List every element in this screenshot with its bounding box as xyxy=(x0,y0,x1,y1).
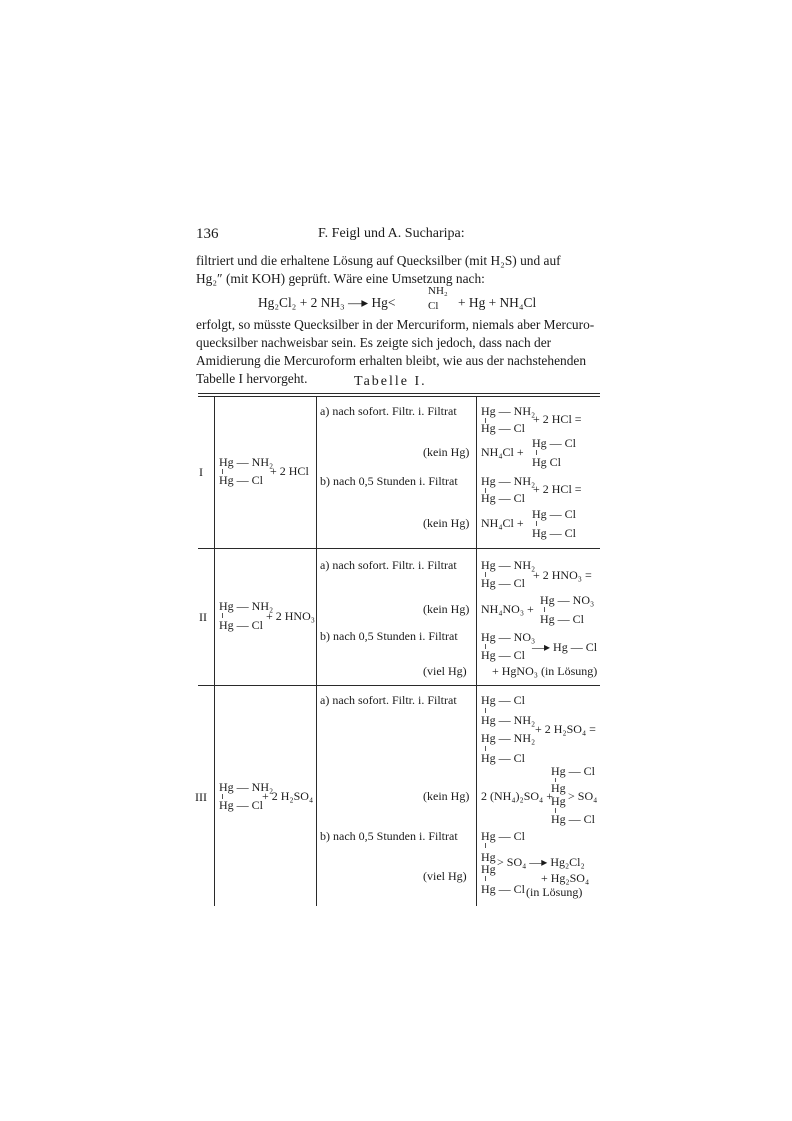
result-line: NH₄Cl + xyxy=(481,516,524,530)
note: (viel Hg) xyxy=(423,869,467,883)
result-line: Hg xyxy=(551,794,566,808)
paragraph-line: Amidierung die Mercuroform erhalten bleibt, wie aus der nachstehenden xyxy=(196,353,587,368)
result-line: Hg xyxy=(481,862,496,876)
result-line: > SO₄ —▸ Hg₂Cl₂ xyxy=(497,855,585,869)
reagent-bottom: Hg — Cl xyxy=(219,798,264,812)
result-line: Hg — Cl xyxy=(481,882,526,896)
row-numeral: I xyxy=(199,465,203,479)
result-line: Hg — Cl xyxy=(481,648,526,662)
bond-line xyxy=(485,876,486,881)
column-rule xyxy=(214,396,215,906)
result-line: Hg xyxy=(481,850,496,864)
reagent-bottom: Hg — Cl xyxy=(219,618,264,632)
result-line: (in Lösung) xyxy=(526,885,583,899)
result-line: Hg xyxy=(551,781,566,795)
result-line: Hg — Cl xyxy=(532,526,577,540)
result-line: + 2 HNO₃ = xyxy=(533,568,592,582)
running-title: F. Feigl und A. Sucharipa: xyxy=(318,226,465,241)
paragraph-line: Tabelle I hervorgeht. xyxy=(196,371,308,386)
table-top-rule xyxy=(198,396,600,397)
result-line: Hg — NH₂ xyxy=(481,713,536,727)
paragraph-line: erfolgt, so müsste Quecksilber in der Mercuriform, niemals aber Mercuro- xyxy=(196,317,595,332)
note: (kein Hg) xyxy=(423,602,470,616)
result-line: Hg — Cl xyxy=(551,764,596,778)
result-line: Hg — Cl xyxy=(481,829,526,843)
result-line: + Hg₂SO₄ xyxy=(541,871,590,885)
equation-bottom: Cl xyxy=(428,300,439,312)
bond-line xyxy=(485,843,486,848)
equation-top: NH₂ xyxy=(428,285,448,297)
page-number: 136 xyxy=(196,226,219,242)
reagent-plus: + 2 H₂SO₄ xyxy=(262,789,314,803)
reagent-plus: + 2 HNO₃ xyxy=(266,609,315,623)
result-line: Hg — Cl xyxy=(532,507,577,521)
note: (kein Hg) xyxy=(423,789,470,803)
result-line: Hg — NO₃ xyxy=(540,593,595,607)
result-line: —▸ Hg — Cl xyxy=(532,640,598,654)
table-title: Tabelle I. xyxy=(354,374,427,389)
paragraph-line: Hg₂″ (mit KOH) geprüft. Wäre eine Umsetzung nach: xyxy=(196,271,485,286)
result-line: > SO₄ xyxy=(568,789,598,803)
result-line: Hg — Cl xyxy=(481,576,526,590)
reagent-top: Hg — NH₂ xyxy=(219,455,274,469)
table-top-rule xyxy=(198,393,600,394)
note: (kein Hg) xyxy=(423,445,470,459)
result-line: Hg — Cl xyxy=(551,812,596,826)
result-line: Hg — Cl xyxy=(540,612,585,626)
result-line: Hg — Cl xyxy=(481,491,526,505)
result-line: Hg — Cl xyxy=(481,693,526,707)
result-line: Hg Cl xyxy=(532,455,562,469)
result-line: + 2 HCl = xyxy=(533,412,582,426)
result-line: + 2 HCl = xyxy=(533,482,582,496)
reagent-top: Hg — NH₂ xyxy=(219,599,274,613)
equation-right: + Hg + NH₄Cl xyxy=(458,295,537,310)
paragraph-line: quecksilber nachweisbar sein. Es zeigte sich jedoch, dass nach der xyxy=(196,335,552,350)
result-line: + HgNO₃ (in Lösung) xyxy=(492,664,598,678)
result-line: Hg — NO₃ xyxy=(481,630,536,644)
row-numeral: II xyxy=(199,610,207,624)
condition-a: a) nach sofort. Filtr. i. Filtrat xyxy=(320,404,457,418)
condition-b: b) nach 0,5 Stunden i. Filtrat xyxy=(320,474,458,488)
column-rule xyxy=(476,396,477,906)
paragraph-line: filtriert und die erhaltene Lösung auf Quecksilber (mit H₂S) und auf xyxy=(196,253,561,268)
condition-a: a) nach sofort. Filtr. i. Filtrat xyxy=(320,693,457,707)
result-line: NH₄NO₃ + xyxy=(481,602,534,616)
result-line: NH₄Cl + xyxy=(481,445,524,459)
condition-b: b) nach 0,5 Stunden i. Filtrat xyxy=(320,629,458,643)
result-line: Hg — NH₂ xyxy=(481,404,536,418)
result-line: Hg — NH₂ xyxy=(481,474,536,488)
equation-left: Hg₂Cl₂ + 2 NH₃ —▸ Hg< xyxy=(258,295,396,310)
reagent-bottom: Hg — Cl xyxy=(219,473,264,487)
condition-b: b) nach 0,5 Stunden i. Filtrat xyxy=(320,829,458,843)
result-line: Hg — Cl xyxy=(481,751,526,765)
reagent-plus: + 2 HCl xyxy=(270,464,309,478)
row-divider xyxy=(198,685,600,686)
column-rule xyxy=(316,396,317,906)
result-line: Hg — NH₂ xyxy=(481,731,536,745)
reagent-top: Hg — NH₂ xyxy=(219,780,274,794)
row-numeral: III xyxy=(195,790,207,804)
result-line: Hg — Cl xyxy=(481,421,526,435)
result-line: Hg — NH₂ xyxy=(481,558,536,572)
result-line: Hg — Cl xyxy=(532,436,577,450)
row-divider xyxy=(198,548,600,549)
note: (viel Hg) xyxy=(423,664,467,678)
note: (kein Hg) xyxy=(423,516,470,530)
condition-a: a) nach sofort. Filtr. i. Filtrat xyxy=(320,558,457,572)
result-line: + 2 H₂SO₄ = xyxy=(535,722,596,736)
result-line: 2 (NH₄)₂SO₄ + xyxy=(481,789,553,803)
